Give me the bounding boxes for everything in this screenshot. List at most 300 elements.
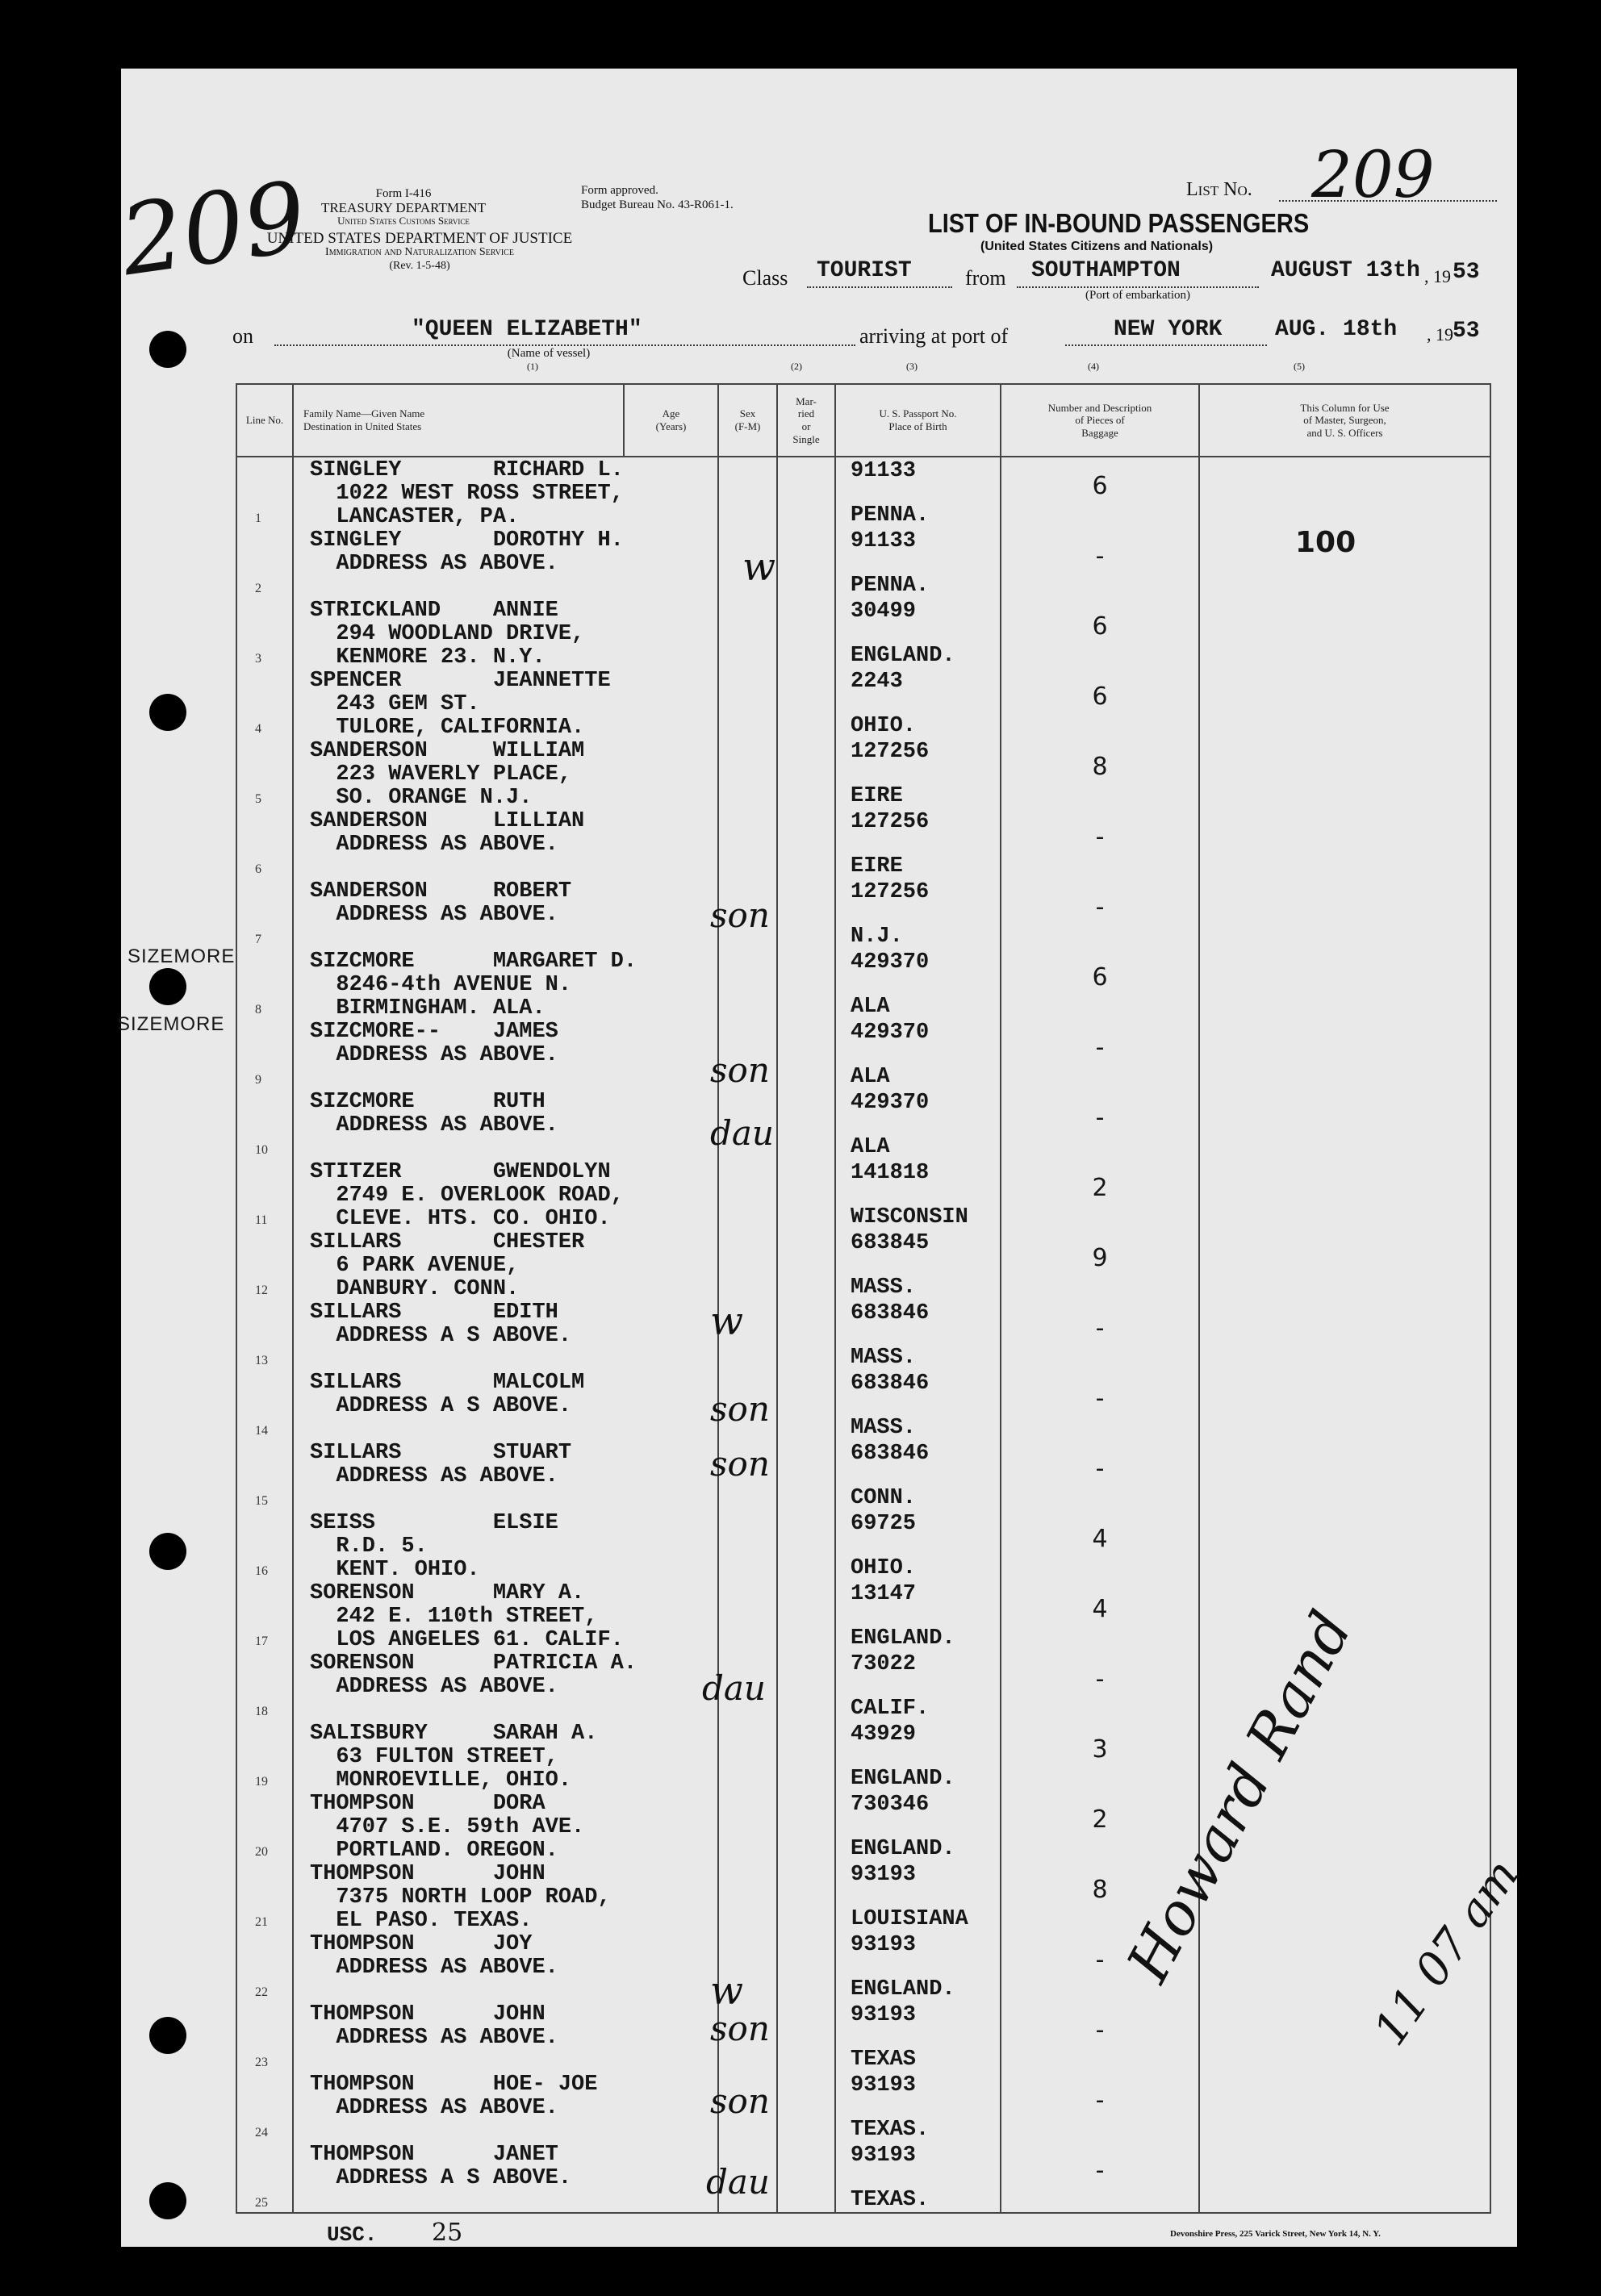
line-number: 9 xyxy=(255,1073,261,1087)
baggage-count: - xyxy=(1095,542,1105,570)
officer-cell xyxy=(1199,808,1490,879)
married-cell xyxy=(777,2072,835,2142)
age-cell xyxy=(624,1791,718,1861)
baggage-cell xyxy=(1001,1159,1199,1229)
age-cell xyxy=(624,1861,718,1931)
line-no-cell xyxy=(236,808,293,879)
passport-cell xyxy=(835,1721,1001,1791)
name-cell xyxy=(293,1510,624,1580)
passport-number: 429370 xyxy=(851,1091,930,1115)
officer-cell xyxy=(1199,598,1490,668)
line-no-cell xyxy=(236,1229,293,1300)
passenger-row xyxy=(236,1159,1490,1229)
name-cell xyxy=(293,457,624,528)
port-embark-caption: (Port of embarkation) xyxy=(1085,289,1190,302)
baggage-cell xyxy=(1001,668,1199,738)
place-of-birth: PENNA. xyxy=(851,574,930,598)
passenger-name-address: SILLARS STUART ADDRESS AS ABOVE. xyxy=(310,1441,572,1488)
baggage-cell xyxy=(1001,1651,1199,1721)
married-cell xyxy=(777,808,835,879)
passenger-name-address: SINGLEY DOROTHY H. ADDRESS AS ABOVE. xyxy=(310,528,624,576)
relation-note: dau xyxy=(710,1113,774,1153)
baggage-count: - xyxy=(1095,1946,1105,1974)
passenger-row xyxy=(236,1019,1490,1089)
baggage-cell xyxy=(1001,738,1199,808)
passenger-row xyxy=(236,1089,1490,1159)
baggage-cell xyxy=(1001,1580,1199,1651)
line-no-cell xyxy=(236,1370,293,1440)
arrival-date: AUG. 18th xyxy=(1275,317,1398,342)
age-cell xyxy=(624,457,718,528)
passport-number: 141818 xyxy=(851,1161,930,1185)
relation-note: son xyxy=(710,2009,770,2048)
customs-service: United States Customs Service xyxy=(337,215,470,227)
baggage-count: - xyxy=(1095,2156,1105,2185)
passport-cell xyxy=(835,1229,1001,1300)
name-cell xyxy=(293,738,624,808)
baggage-count: - xyxy=(1095,1455,1105,1483)
line-no-cell xyxy=(236,1931,293,2002)
line-number: 20 xyxy=(255,1845,268,1859)
baggage-cell xyxy=(1001,1721,1199,1791)
officer-cell xyxy=(1199,668,1490,738)
name-cell xyxy=(293,668,624,738)
married-cell xyxy=(777,528,835,598)
age-cell xyxy=(624,598,718,668)
col-number: (2) xyxy=(791,361,802,372)
baggage-count: - xyxy=(1095,1384,1105,1413)
passenger-name-address: STITZER GWENDOLYN 2749 E. OVERLOOK ROAD, CLEVE. HTS. CO. OHIO. xyxy=(310,1160,624,1231)
baggage-count: 2 xyxy=(1092,1174,1108,1202)
place-of-birth: PENNA. xyxy=(851,503,930,528)
line-no-cell xyxy=(236,457,293,528)
place-of-birth: ENGLAND. xyxy=(851,1977,955,2002)
vessel-line xyxy=(274,344,855,346)
sex-cell xyxy=(718,949,777,1019)
name-cell xyxy=(293,528,624,598)
baggage-cell xyxy=(1001,2072,1199,2142)
name-cell xyxy=(293,2142,624,2213)
punch-hole xyxy=(149,2017,186,2054)
passenger-row xyxy=(236,1229,1490,1300)
line-number: 1 xyxy=(255,511,261,525)
place-of-birth: MASS. xyxy=(851,1346,917,1370)
passport-number: 127256 xyxy=(851,740,930,764)
passenger-name-address: SINGLEY RICHARD L. 1022 WEST ROSS STREET, LANCASTER, PA. xyxy=(310,458,624,529)
line-number: 12 xyxy=(255,1284,268,1297)
place-of-birth: ALA xyxy=(851,1065,890,1089)
manifest-subtitle: (United States Citizens and Nationals) xyxy=(980,240,1214,253)
married-cell xyxy=(777,1159,835,1229)
officer-cell xyxy=(1199,2142,1490,2213)
married-cell xyxy=(777,1510,835,1580)
married-cell xyxy=(777,949,835,1019)
line-no-cell xyxy=(236,1580,293,1651)
line-number: 22 xyxy=(255,1985,268,1999)
list-no-label: List No. xyxy=(1186,179,1252,200)
class-line xyxy=(807,286,952,288)
married-cell xyxy=(777,1440,835,1510)
passenger-row xyxy=(236,1370,1490,1440)
passport-number: 683846 xyxy=(851,1442,930,1466)
arriving-label: arriving at port of xyxy=(859,324,1009,348)
age-cell xyxy=(624,1440,718,1510)
married-cell xyxy=(777,1931,835,2002)
passport-cell xyxy=(835,2002,1001,2072)
line-no-cell xyxy=(236,738,293,808)
married-cell xyxy=(777,2002,835,2072)
passenger-name-address: SANDERSON WILLIAM 223 WAVERLY PLACE, SO. ORANGE N.J. xyxy=(310,739,585,810)
line-number: 2 xyxy=(255,582,261,595)
punch-hole xyxy=(149,331,186,368)
passenger-row xyxy=(236,1931,1490,2002)
passenger-name-address: SILLARS EDITH ADDRESS A S ABOVE. xyxy=(310,1300,572,1348)
passport-cell xyxy=(835,808,1001,879)
passenger-name-address: SIZCMORE MARGARET D. 8246-4th AVENUE N. BIRMINGHAM. ALA. xyxy=(310,950,637,1021)
age-cell xyxy=(624,1370,718,1440)
married-cell xyxy=(777,1791,835,1861)
sex-cell xyxy=(718,1791,777,1861)
passport-cell xyxy=(835,528,1001,598)
line-number: 23 xyxy=(255,2056,268,2069)
place-of-birth: ENGLAND. xyxy=(851,1767,955,1791)
baggage-cell xyxy=(1001,1089,1199,1159)
married-cell xyxy=(777,1370,835,1440)
passport-cell xyxy=(835,1089,1001,1159)
arrival-port: NEW YORK xyxy=(1114,317,1223,342)
relation-note: son xyxy=(710,1389,770,1429)
baggage-count: - xyxy=(1095,2086,1105,2114)
passport-cell xyxy=(835,2072,1001,2142)
married-cell xyxy=(777,1019,835,1089)
name-cell xyxy=(293,1229,624,1300)
passport-cell xyxy=(835,1159,1001,1229)
age-cell xyxy=(624,1580,718,1651)
baggage-cell xyxy=(1001,1229,1199,1300)
relation-note: son xyxy=(710,2081,770,2121)
passport-cell xyxy=(835,1440,1001,1510)
passport-number: 127256 xyxy=(851,810,930,834)
line-number: 5 xyxy=(255,792,261,806)
age-cell xyxy=(624,528,718,598)
margin-name-correction: SIZEMORE xyxy=(127,946,236,967)
line-no-cell xyxy=(236,1440,293,1510)
name-cell xyxy=(293,1931,624,2002)
baggage-count: 4 xyxy=(1092,1525,1108,1553)
baggage-cell xyxy=(1001,1440,1199,1510)
relation-note: w xyxy=(710,1299,744,1344)
header-married: Mar- ried or Single xyxy=(777,384,835,457)
header-baggage: Number and Description of Pieces of Baggage xyxy=(1001,384,1199,457)
baggage-count: 2 xyxy=(1092,1805,1108,1834)
passenger-name-address: SPENCER JEANNETTE 243 GEM ST. TULORE, CALIFORNIA. xyxy=(310,669,611,740)
line-no-cell xyxy=(236,1861,293,1931)
passenger-table xyxy=(236,383,1491,2214)
age-cell xyxy=(624,808,718,879)
age-cell xyxy=(624,1510,718,1580)
sex-cell xyxy=(718,808,777,879)
header-officers: This Column for Use of Master, Surgeon, and U. S. Officers xyxy=(1199,384,1490,457)
name-cell xyxy=(293,1721,624,1791)
justice-dept: UNITED STATES DEPARTMENT OF JUSTICE xyxy=(266,230,573,247)
age-cell xyxy=(624,1300,718,1370)
passport-number: 13147 xyxy=(851,1582,917,1606)
line-no-cell xyxy=(236,1300,293,1370)
header-name: Family Name—Given Name Destination in United States xyxy=(293,384,624,457)
line-no-cell xyxy=(236,668,293,738)
col-number: (5) xyxy=(1294,361,1305,372)
form-revision: (Rev. 1-5-48) xyxy=(389,260,450,272)
passenger-name-address: SORENSON PATRICIA A. ADDRESS AS ABOVE. xyxy=(310,1651,637,1699)
passport-number: 73022 xyxy=(851,1652,917,1676)
age-cell xyxy=(624,738,718,808)
baggage-cell xyxy=(1001,2142,1199,2213)
name-cell xyxy=(293,598,624,668)
passport-cell xyxy=(835,2142,1001,2213)
officer-cell xyxy=(1199,2072,1490,2142)
passport-number: 93193 xyxy=(851,2073,917,2098)
married-cell xyxy=(777,1580,835,1651)
name-cell xyxy=(293,1089,624,1159)
passenger-name-address: THOMPSON JOHN 7375 NORTH LOOP ROAD, EL PASO. TEXAS. xyxy=(310,1862,611,1933)
line-number: 10 xyxy=(255,1143,268,1157)
baggage-cell xyxy=(1001,1300,1199,1370)
sex-cell xyxy=(718,457,777,528)
passenger-row xyxy=(236,2072,1490,2142)
officer-cell xyxy=(1199,879,1490,949)
passport-cell xyxy=(835,738,1001,808)
baggage-count: - xyxy=(1095,2016,1105,2044)
passport-cell xyxy=(835,1580,1001,1651)
sex-cell xyxy=(718,598,777,668)
passenger-row xyxy=(236,2142,1490,2213)
line-no-cell xyxy=(236,2142,293,2213)
inspector-signature: Howard Rand xyxy=(1114,1600,1365,1993)
place-of-birth: ALA xyxy=(851,1135,890,1159)
punch-hole xyxy=(149,1533,186,1570)
married-cell xyxy=(777,1229,835,1300)
age-cell xyxy=(624,879,718,949)
class-label: Class xyxy=(742,266,788,290)
depart-year-prefix: , 19 xyxy=(1424,266,1451,286)
passport-cell xyxy=(835,1370,1001,1440)
married-cell xyxy=(777,1721,835,1791)
name-cell xyxy=(293,1300,624,1370)
place-of-birth: CALIF. xyxy=(851,1697,930,1721)
passport-number: 69725 xyxy=(851,1512,917,1536)
place-of-birth: ENGLAND. xyxy=(851,1837,955,1861)
passport-number: 127256 xyxy=(851,880,930,904)
line-number: 3 xyxy=(255,652,261,666)
passport-cell xyxy=(835,1651,1001,1721)
passenger-name-address: THOMPSON JOHN ADDRESS AS ABOVE. xyxy=(310,2002,558,2050)
baggage-cell xyxy=(1001,2002,1199,2072)
passport-cell xyxy=(835,1510,1001,1580)
line-number: 11 xyxy=(255,1213,268,1227)
officer-cell xyxy=(1199,2002,1490,2072)
married-cell xyxy=(777,668,835,738)
punch-hole xyxy=(149,968,186,1005)
passenger-name-address: STRICKLAND ANNIE 294 WOODLAND DRIVE, KENMORE 23. N.Y. xyxy=(310,599,585,670)
baggage-count: - xyxy=(1095,823,1105,851)
baggage-cell xyxy=(1001,1370,1199,1440)
manifest-title: LIST OF IN-BOUND PASSENGERS xyxy=(928,208,1310,238)
place-of-birth: WISCONSIN xyxy=(851,1205,968,1229)
relation-note: w xyxy=(742,545,776,590)
signature-time-note: 11 07 am xyxy=(1364,1850,1530,2056)
form-number: Form I-416 xyxy=(375,187,432,200)
passenger-name-address: THOMPSON JOY ADDRESS AS ABOVE. xyxy=(310,1932,558,1980)
name-cell xyxy=(293,2002,624,2072)
passenger-row xyxy=(236,1861,1490,1931)
line-no-cell xyxy=(236,1651,293,1721)
age-cell xyxy=(624,1019,718,1089)
baggage-cell xyxy=(1001,808,1199,879)
passport-number: 683845 xyxy=(851,1231,930,1255)
from-label: from xyxy=(965,266,1006,290)
name-cell xyxy=(293,1370,624,1440)
list-no-value: 209 xyxy=(1311,137,1435,212)
line-no-cell xyxy=(236,2072,293,2142)
name-cell xyxy=(293,808,624,879)
place-of-birth: EIRE xyxy=(851,854,903,879)
passport-number: 91133 xyxy=(851,459,917,483)
baggage-count: 3 xyxy=(1092,1735,1108,1764)
ins-service: Immigration and Naturalization Service xyxy=(325,246,514,258)
line-no-cell xyxy=(236,598,293,668)
passport-number: 93193 xyxy=(851,1933,917,1957)
married-cell xyxy=(777,738,835,808)
age-cell xyxy=(624,2072,718,2142)
sex-cell xyxy=(718,1861,777,1931)
line-no-cell xyxy=(236,1721,293,1791)
line-no-cell xyxy=(236,2002,293,2072)
passenger-name-address: SANDERSON ROBERT ADDRESS AS ABOVE. xyxy=(310,879,572,927)
place-of-birth: ENGLAND. xyxy=(851,644,955,668)
passenger-name-address: SANDERSON LILLIAN ADDRESS AS ABOVE. xyxy=(310,809,585,857)
passenger-name-address: SILLARS CHESTER 6 PARK AVENUE, DANBURY. CONN. xyxy=(310,1230,585,1301)
passport-cell xyxy=(835,1019,1001,1089)
name-cell xyxy=(293,1791,624,1861)
passenger-name-address: THOMPSON JANET ADDRESS A S ABOVE. xyxy=(310,2143,572,2190)
baggage-count: 6 xyxy=(1092,612,1108,641)
relation-note: son xyxy=(710,1444,770,1484)
married-cell xyxy=(777,1651,835,1721)
baggage-cell xyxy=(1001,1510,1199,1580)
line-number: 17 xyxy=(255,1634,268,1648)
place-of-birth: ENGLAND. xyxy=(851,1626,955,1651)
depart-year: 53 xyxy=(1453,260,1480,285)
baggage-count: - xyxy=(1095,1665,1105,1693)
place-of-birth: TEXAS xyxy=(851,2048,917,2072)
age-cell xyxy=(624,1229,718,1300)
baggage-cell xyxy=(1001,598,1199,668)
officer-cell xyxy=(1199,738,1490,808)
line-number: 4 xyxy=(255,722,261,736)
name-cell xyxy=(293,1651,637,1721)
passport-cell xyxy=(835,457,1001,528)
passenger-row xyxy=(236,738,1490,808)
arrival-year-prefix: , 19 xyxy=(1427,324,1453,344)
form-approved: Form approved. xyxy=(581,184,658,197)
passport-number: 683846 xyxy=(851,1301,930,1325)
vessel-caption: (Name of vessel) xyxy=(507,347,591,360)
baggage-count: 8 xyxy=(1092,753,1108,781)
age-cell xyxy=(624,2142,718,2213)
treasury-dept: TREASURY DEPARTMENT xyxy=(320,200,487,215)
officer-cell xyxy=(1199,457,1490,528)
passport-number: 429370 xyxy=(851,950,930,975)
line-number: 25 xyxy=(255,2196,268,2210)
name-cell xyxy=(293,1580,624,1651)
passport-cell xyxy=(835,879,1001,949)
passenger-row xyxy=(236,879,1490,949)
married-cell xyxy=(777,2142,835,2213)
baggage-cell xyxy=(1001,1791,1199,1861)
sex-cell xyxy=(718,738,777,808)
passenger-name-address: SALISBURY SARAH A. 63 FULTON STREET, MONROEVILLE, OHIO. xyxy=(310,1722,598,1793)
married-cell xyxy=(777,1861,835,1931)
age-cell xyxy=(624,1931,718,2002)
age-cell xyxy=(624,1159,718,1229)
baggage-count: 4 xyxy=(1092,1595,1108,1623)
officer-cell xyxy=(1199,1510,1490,1580)
age-cell xyxy=(624,949,718,1019)
place-of-birth: OHIO. xyxy=(851,714,917,738)
footer-usc: USC. xyxy=(327,2223,378,2247)
place-of-birth: MASS. xyxy=(851,1416,917,1440)
line-no-cell xyxy=(236,1159,293,1229)
budget-bureau: Budget Bureau No. 43-R061-1. xyxy=(581,198,734,211)
passenger-name-address: SILLARS MALCOLM ADDRESS A S ABOVE. xyxy=(310,1371,585,1418)
line-no-cell xyxy=(236,528,293,598)
officer-cell xyxy=(1199,1370,1490,1440)
name-cell xyxy=(293,1019,624,1089)
line-number: 15 xyxy=(255,1494,268,1508)
passenger-name-address: SIZCMORE-- JAMES ADDRESS AS ABOVE. xyxy=(310,1020,558,1067)
relation-note: son xyxy=(710,1050,770,1090)
baggage-count: - xyxy=(1095,1104,1105,1132)
officer-cell xyxy=(1199,1300,1490,1370)
header-sex: Sex (F-M) xyxy=(718,384,777,457)
relation-note: son xyxy=(710,895,770,935)
header-passport: U. S. Passport No. Place of Birth xyxy=(835,384,1001,457)
line-no-cell xyxy=(236,949,293,1019)
margin-name-correction: SIZEMORE xyxy=(117,1013,225,1035)
sex-cell xyxy=(718,1510,777,1580)
line-number: 8 xyxy=(255,1003,261,1017)
place-of-birth: TEXAS. xyxy=(851,2188,930,2212)
printer-imprint: Devonshire Press, 225 Varick Street, New York 14, N. Y. xyxy=(1170,2229,1381,2239)
place-of-birth: N.J. xyxy=(851,925,903,949)
class-value: TOURIST xyxy=(817,258,912,283)
passport-cell xyxy=(835,949,1001,1019)
header-age: Age (Years) xyxy=(624,384,718,457)
passport-number: 730346 xyxy=(851,1793,930,1817)
sex-cell xyxy=(718,1580,777,1651)
relation-note: w xyxy=(710,1968,744,2014)
married-cell xyxy=(777,879,835,949)
passenger-name-address: SIZCMORE RUTH ADDRESS AS ABOVE. xyxy=(310,1090,558,1138)
punch-hole xyxy=(149,2182,186,2219)
line-number: 24 xyxy=(255,2126,268,2139)
married-cell xyxy=(777,1089,835,1159)
place-of-birth: MASS. xyxy=(851,1275,917,1300)
passport-cell xyxy=(835,1791,1001,1861)
col-number: (4) xyxy=(1088,361,1099,372)
passenger-name-address: SEISS ELSIE R.D. 5. KENT. OHIO. xyxy=(310,1511,558,1582)
name-cell xyxy=(293,879,624,949)
